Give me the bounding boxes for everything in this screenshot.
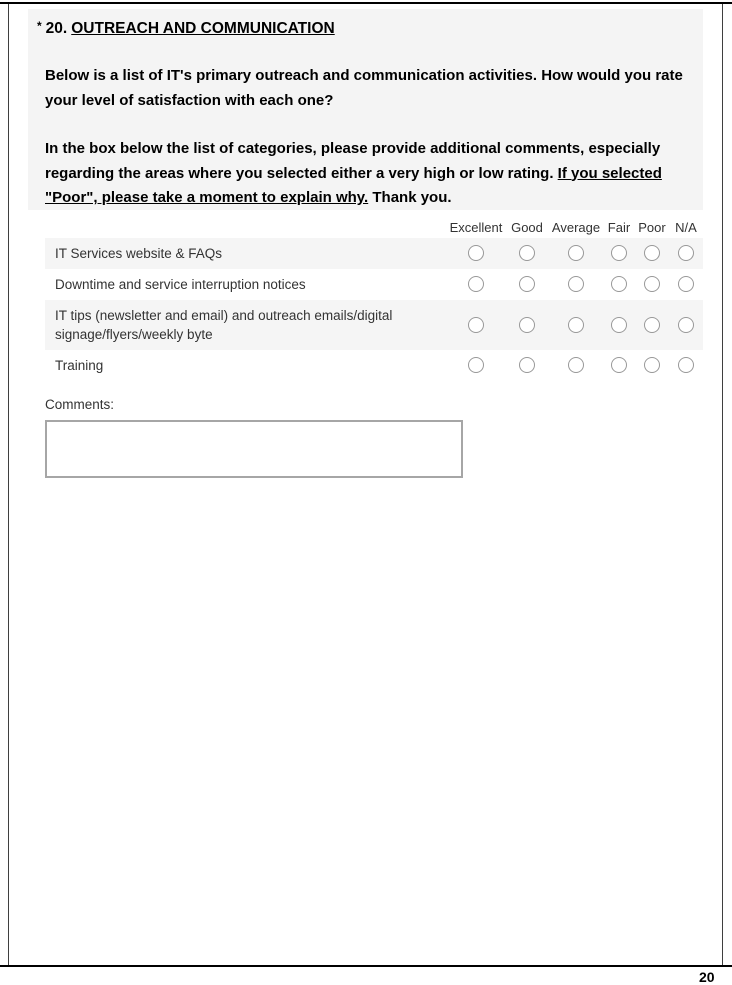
question-title-line [37, 20, 688, 38]
table-row [45, 300, 703, 350]
radio-row0-good[interactable] [519, 245, 535, 261]
radio-row1-na[interactable] [678, 276, 694, 292]
table-row [45, 238, 703, 269]
radio-row3-na[interactable] [678, 357, 694, 373]
radio-row0-average[interactable] [568, 245, 584, 261]
radio-row1-average[interactable] [568, 276, 584, 292]
rating-table [45, 220, 703, 381]
radio-row3-poor[interactable] [644, 357, 660, 373]
column-header-excellent: Excellent [447, 220, 505, 238]
row-label-header [45, 220, 447, 238]
radio-row0-fair[interactable] [611, 245, 627, 261]
comments-label: Comments: [45, 397, 115, 412]
radio-row1-poor[interactable] [644, 276, 660, 292]
radio-row2-average[interactable] [568, 317, 584, 333]
radio-row1-excellent[interactable] [468, 276, 484, 292]
table-row [45, 269, 703, 300]
row-label: Downtime and service interruption notices [55, 277, 306, 292]
radio-row3-average[interactable] [568, 357, 584, 373]
radio-row2-excellent[interactable] [468, 317, 484, 333]
radio-row3-good[interactable] [519, 357, 535, 373]
required-asterisk-icon: * [37, 19, 42, 33]
radio-row2-good[interactable] [519, 317, 535, 333]
radio-row3-fair[interactable] [611, 357, 627, 373]
table-row [45, 350, 703, 381]
radio-row2-na[interactable] [678, 317, 694, 333]
question-title: OUTREACH AND COMMUNICATION [71, 20, 335, 37]
radio-row3-excellent[interactable] [468, 357, 484, 373]
radio-row1-fair[interactable] [611, 276, 627, 292]
comments-textarea[interactable] [45, 420, 463, 478]
page-bottom-rule [0, 965, 732, 967]
radio-row2-fair[interactable] [611, 317, 627, 333]
instructions-text: In the box below the list of categories, please provide additional comments, especially regarding the areas where you selected either a very high or low rating. [45, 140, 661, 182]
column-header-fair: Fair [603, 220, 635, 238]
instructions-underlined-text: If you selected "Poor", please take a moment to explain why. [45, 164, 662, 206]
radio-row2-poor[interactable] [644, 317, 660, 333]
instructions-closing-text: Thank you. [368, 189, 452, 206]
column-header-good: Good [505, 220, 549, 238]
radio-row0-na[interactable] [678, 245, 694, 261]
rating-header-row [45, 220, 703, 238]
radio-row1-good[interactable] [519, 276, 535, 292]
column-header-poor: Poor [635, 220, 669, 238]
row-label: Training [55, 358, 104, 373]
column-header-na: N/A [669, 220, 703, 238]
row-label: IT Services website & FAQs [45, 238, 447, 269]
row-label: IT tips (newsletter and email) and outreach emails/digital signage/flyers/weekly byte [45, 300, 447, 350]
question-number: 20. [45, 20, 68, 37]
question-intro: Below is a list of IT's primary outreach and communication activities. How would you rate your level of satisfaction with each one? [45, 67, 683, 109]
page-number: 20 [699, 969, 715, 985]
radio-row0-poor[interactable] [644, 245, 660, 261]
radio-row0-excellent[interactable] [468, 245, 484, 261]
question-block [28, 9, 703, 210]
question-instructions [45, 137, 689, 211]
column-header-average: Average [549, 220, 603, 238]
